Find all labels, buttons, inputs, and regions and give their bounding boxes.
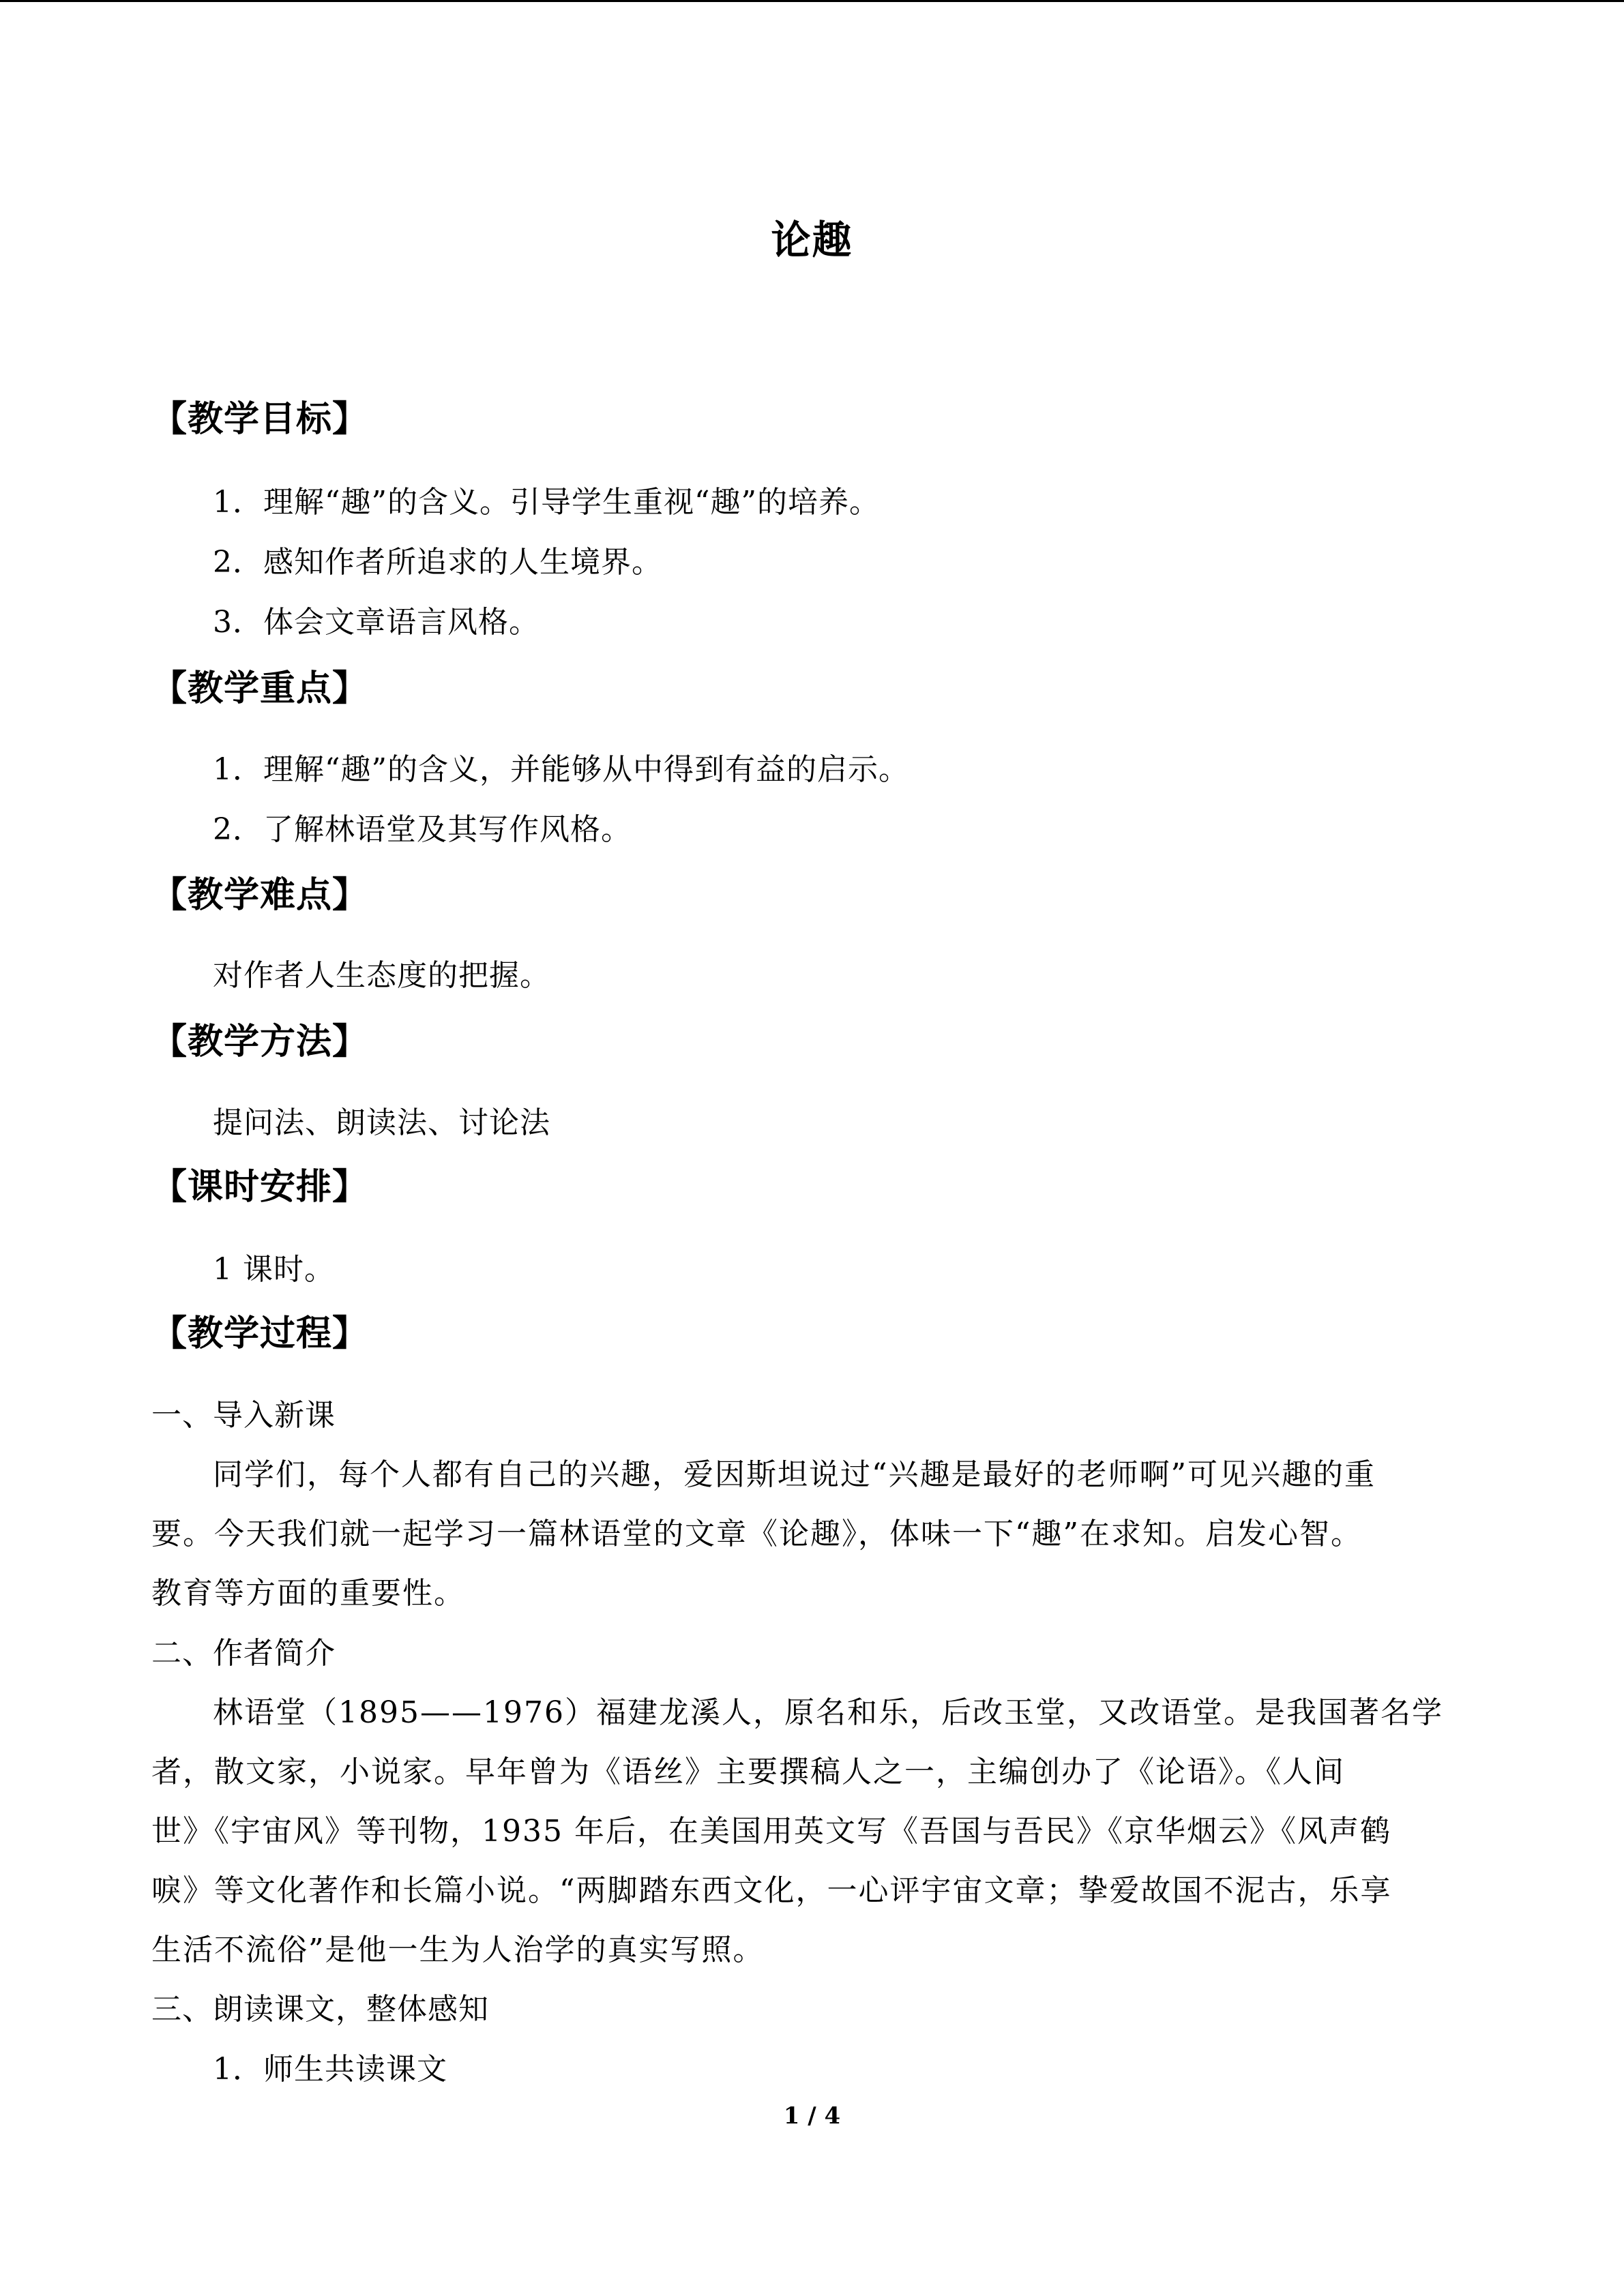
page-number: 1 / 4 xyxy=(783,2102,841,2130)
step2-line-1: 林语堂（1895——1976）福建龙溪人，原名和乐，后改玉堂，又改语堂。是我国著名学 xyxy=(213,1695,1443,1730)
step2-line-2: 者，散文家，小说家。早年曾为《语丝》主要撰稿人之一，主编创办了《论语》。《人间 xyxy=(151,1755,1345,1789)
step2-line-5: 生活不流俗”是他一生为人治学的真实写照。 xyxy=(151,1933,765,1967)
document-title: 论趣 xyxy=(771,217,853,263)
top-border-line xyxy=(0,0,1624,2)
heading-process: 【教学过程】 xyxy=(151,1313,369,1354)
schedule-text: 1 课时。 xyxy=(213,1252,335,1287)
methods-text: 提问法、朗读法、讨论法 xyxy=(213,1105,550,1140)
step1-line-1: 同学们，每个人都有自己的兴趣，爱因斯坦说过“兴趣是最好的老师啊”可见兴趣的重 xyxy=(213,1457,1376,1492)
step2-title: 二、作者简介 xyxy=(151,1636,336,1671)
step2-line-4: 唳》等文化著作和长篇小说。“两脚踏东西文化，一心评宇宙文章；挚爱故国不泥古，乐享 xyxy=(151,1873,1392,1908)
objective-item-3: 3．体会文章语言风格。 xyxy=(213,605,540,640)
step3-item-1: 1．师生共读课文 xyxy=(213,2052,447,2087)
step2-line-3: 世》《宇宙风》等刊物，1935 年后，在美国用英文写《吾国与吾民》《京华烟云》《风声鹤 xyxy=(151,1814,1391,1849)
heading-methods: 【教学方法】 xyxy=(151,1021,369,1062)
step1-line-2: 要。今天我们就一起学习一篇林语堂的文章《论趣》，体味一下“趣”在求知。启发心智。 xyxy=(151,1517,1362,1551)
heading-difficulties: 【教学难点】 xyxy=(151,874,369,916)
difficulty-text: 对作者人生态度的把握。 xyxy=(213,958,550,993)
heading-key-points: 【教学重点】 xyxy=(151,668,369,709)
step1-line-3: 教育等方面的重要性。 xyxy=(151,1576,465,1611)
objective-item-1: 1．理解“趣”的含义。引导学生重视“趣”的培养。 xyxy=(213,485,880,520)
objective-item-2: 2．感知作者所追求的人生境界。 xyxy=(213,545,662,580)
step3-title: 三、朗读课文，整体感知 xyxy=(151,1992,489,2027)
heading-objectives: 【教学目标】 xyxy=(151,398,369,440)
key-point-item-1: 1．理解“趣”的含义，并能够从中得到有益的启示。 xyxy=(213,752,909,787)
heading-schedule: 【课时安排】 xyxy=(151,1166,369,1208)
step1-title: 一、导入新课 xyxy=(151,1398,336,1433)
key-point-item-2: 2．了解林语堂及其写作风格。 xyxy=(213,812,632,847)
